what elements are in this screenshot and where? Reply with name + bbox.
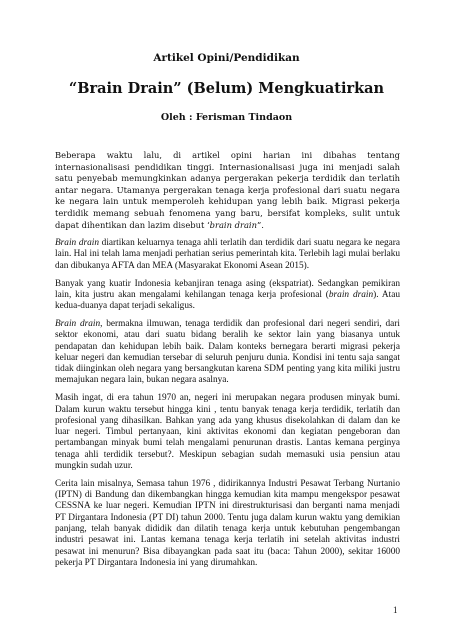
page-number: 1	[393, 605, 398, 615]
text-run: diartikan keluarnya tenaga ahli terlatih dan terdidik dari suatu negara ke negara lain. Hal ini telah lama menjadi perhatian serius pemerintah kita. Terlebih lagi mulai berlaku dan dibukanya AFTA dan MEA (Masyarakat Ekonomi Asean 2015).	[55, 238, 400, 271]
article-category: Artikel Opini/Pendidikan	[153, 52, 300, 64]
text-run: Masih ingat, di era tahun 1970 an, negeri ini merupakan negara produsen minyak bumi. Dalam kurun waktu tersebut hingga kini , tentu banyak tenaga kerja terdidik, terlatih dan profesional yang dihasilkan. Bahkan yang ada yang khusus disekolahkan di dalam dan ke luar negeri. Timbul pertanyaan, kini aktivitas ekonomi dan kegiatan pengeboran dan pertambangan minyak bumi telah mengalami penurunan drastis. Lantas kemana perginya tenaga ahli terdidik tersebut?. Meskipun sebagian sudah memasuki usia pensiun atau mungkin sudah uzur.	[55, 393, 400, 471]
article-title: “Brain Drain” (Belum) Mengkuatirkan	[68, 80, 385, 97]
italic-text: brain drain	[328, 289, 374, 300]
text-run: ). Atau kedua-duanya dapat terjadi sekaligus.	[55, 289, 400, 312]
paragraph	[55, 479, 400, 569]
article-body	[55, 150, 400, 576]
paragraph	[55, 150, 400, 231]
paragraph	[55, 319, 400, 387]
italic-text: Brain drain	[55, 318, 101, 329]
italic-text: brain drain	[209, 219, 257, 230]
text-run: , bermakna ilmuwan, tenaga terdidik dan profesional dari negeri sendiri, dari sektor ekonomi, atau dari suatu bidang beralih ke sektor lain yang biasanya untuk pendapatan dan kehidupan lebih baik. Dalam konteks bernegara berarti migrasi pekerja keluar negeri dan kemudian tersebar di seluruh penjuru dunia. Kondisi ini tentu saja sangat tidak diinginkan oleh negara yang bersangkutan karena SDM penting yang kita miliki justru memajukan negara lain, bukan negara asalnya.	[55, 318, 400, 386]
text-run: Banyak yang kuatir Indonesia kebanjiran tenaga asing (ekspatriat). Sedangkan pemikiran lain, kita justru akan mengalami kehilangan tenaga kerja profesional (	[55, 278, 400, 300]
text-run: Beberapa waktu lalu, di artikel opini harian ini dibahas tentang internasionalisasi pendidikan tinggi. Internasionalisasi juga ini menjadi salah satu penyebab memungkinkan adanya pergerakan pekerja terdidik dan terlatih antar negara. Utamanya pergerakan tenaga kerja profesional dari suatu negara ke negara lain untuk memperoleh kehidupan yang lebih baik. Migrasi pekerja terdidik memang sebuah fenomena yang baru, bersifat kompleks, sulit untuk dapat dihentikan dan lazim disebut ‘	[55, 150, 400, 230]
article-author: Oleh : Ferisman Tindaon	[160, 112, 293, 123]
text-run: Cerita lain misalnya, Semasa tahun 1976 , didirikannya Industri Pesawat Terbang Nurtanio (IPTN) di Bandung dan dikembangkan hingga kemudian kita mampu mengekspor pesawat CESSNA ke luar negeri. Kemudian IPTN ini direstrukturisasi dan berganti nama menjadi PT Dirgantara Indonesia (PT DI) tahun 2000. Tentu juga dalam kurun waktu yang demikian panjang, telah banyak dididik dan dilatih tenaga kerja untuk kebutuhan pengembangan industri pesawat ini. Lantas kemana tenaga kerja terlatih ini setelah aktivitas industri pesawat ini menurun? Bisa dibayangkan pada saat itu (baca: Tahun 2000), sekitar 16000 pekerja PT Dirgantara Indonesia ini yang dirumahkan.	[55, 478, 400, 568]
paragraph	[55, 279, 400, 313]
text-run: ”.	[256, 219, 264, 230]
italic-text: Brain drain	[55, 238, 99, 249]
paragraph	[55, 238, 400, 272]
paragraph	[55, 393, 400, 472]
